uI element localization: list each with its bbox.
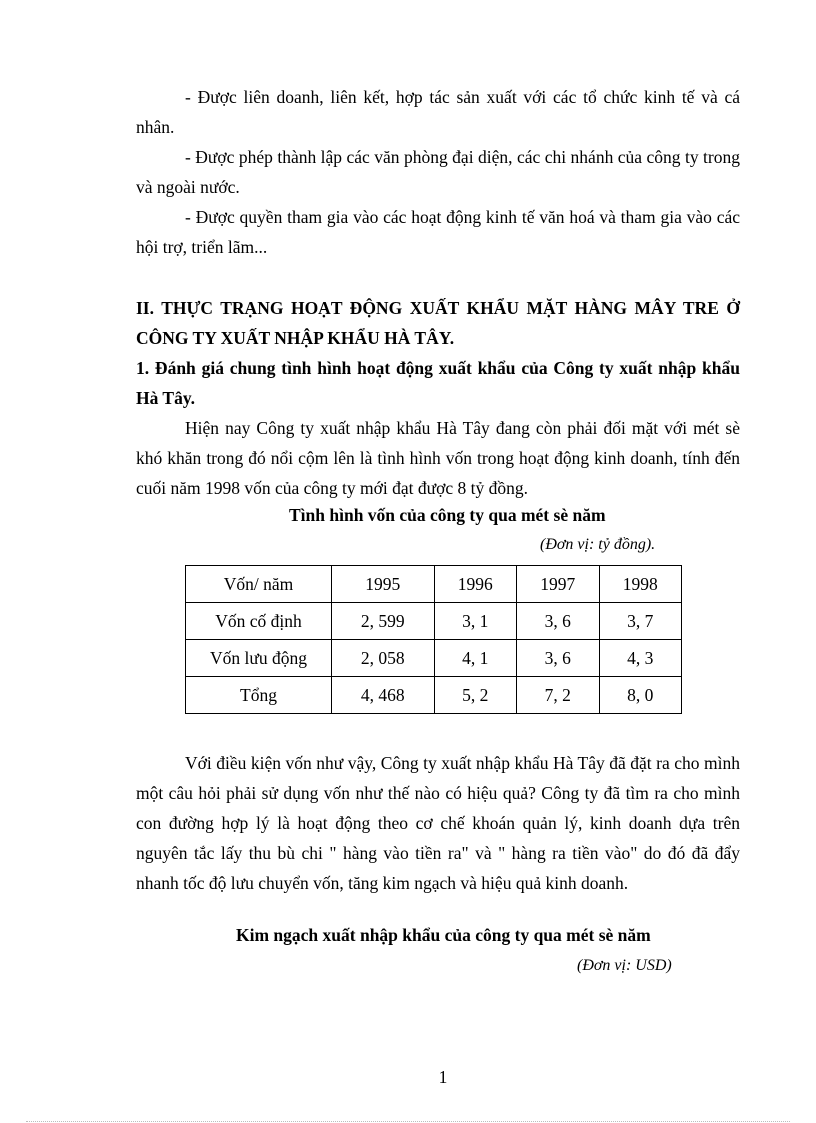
table-row bbox=[186, 603, 682, 640]
table-row-label: Vốn lưu động bbox=[186, 640, 332, 677]
table-cell: 2, 599 bbox=[332, 603, 435, 640]
paragraph-representative-offices: - Được phép thành lập các văn phòng đại diện, các chi nhánh của công ty trong và ngoài nước. bbox=[136, 147, 740, 197]
table-cell: 4, 468 bbox=[332, 677, 435, 714]
paragraph-joint-venture: - Được liên doanh, liên kết, hợp tác sản xuất với các tổ chức kinh tế và cá nhân. bbox=[136, 87, 740, 137]
table-cell: 3, 1 bbox=[434, 603, 516, 640]
table-header-cell: Vốn/ năm bbox=[186, 566, 332, 603]
paragraph-capital-strategy: Với điều kiện vốn như vậy, Công ty xuất nhập khẩu Hà Tây đã đặt ra cho mình một câu hỏi phải sử dụng vốn như thế nào có hiệu quả? Công ty đã tìm ra cho mình con đường hợp lý là hoạt động theo cơ chế khoán quản lý, kinh doanh dựa trên nguyên tắc lấy thu bù chi " hàng vào tiền ra" và " hàng ra tiền vào" do đó đã đẩy nhanh tốc độ lưu chuyển vốn, tăng kim ngạch và hiệu quả kinh doanh. bbox=[136, 753, 740, 893]
table-cell: 3, 7 bbox=[599, 603, 682, 640]
table-cell: 4, 3 bbox=[599, 640, 682, 677]
capital-table bbox=[185, 565, 682, 714]
table-row bbox=[186, 640, 682, 677]
table-header-cell: 1997 bbox=[517, 566, 599, 603]
table-header-cell: 1995 bbox=[332, 566, 435, 603]
footer-divider bbox=[26, 1121, 790, 1122]
table-header-row bbox=[186, 566, 682, 603]
table-cell: 8, 0 bbox=[599, 677, 682, 714]
paragraph-capital-situation: Hiện nay Công ty xuất nhập khẩu Hà Tây đang còn phải đối mặt với mét sè khó khăn trong đó nổi cộm lên là tình hình vốn trong hoạt động kinh doanh, tính đến cuối năm 1998 vốn của công ty mới đạt được 8 tỷ đồng. bbox=[136, 418, 740, 498]
table-cell: 5, 2 bbox=[434, 677, 516, 714]
section-heading: II. THỰC TRẠNG HOẠT ĐỘNG XUẤT KHẨU MẶT HÀNG MÂY TRE Ở CÔNG TY XUẤT NHẬP KHẨU HÀ TÂY. bbox=[136, 298, 740, 348]
subsection-heading: 1. Đánh giá chung tình hình hoạt động xuất khẩu của Công ty xuất nhập khẩu Hà Tây. bbox=[136, 358, 740, 408]
table1-caption: Tình hình vốn của công ty qua mét sè năm bbox=[289, 505, 606, 525]
table-cell: 4, 1 bbox=[434, 640, 516, 677]
table-header-cell: 1996 bbox=[434, 566, 516, 603]
table-row-label: Vốn cố định bbox=[186, 603, 332, 640]
table-row bbox=[186, 677, 682, 714]
table-header-cell: 1998 bbox=[599, 566, 682, 603]
table-cell: 3, 6 bbox=[517, 640, 599, 677]
table-cell: 2, 058 bbox=[332, 640, 435, 677]
table1-unit: (Đơn vị: tỷ đồng). bbox=[540, 536, 656, 553]
table2-unit: (Đơn vị: USD) bbox=[577, 957, 672, 974]
table-cell: 7, 2 bbox=[517, 677, 599, 714]
table-row-label: Tổng bbox=[186, 677, 332, 714]
paragraph-exhibitions: - Được quyền tham gia vào các hoạt động kinh tế văn hoá và tham gia vào các hội trợ, triển lãm... bbox=[136, 207, 740, 257]
page-number: 1 bbox=[438, 1067, 448, 1087]
table-cell: 3, 6 bbox=[517, 603, 599, 640]
table2-caption: Kim ngạch xuất nhập khẩu của công ty qua mét sè năm bbox=[236, 925, 651, 945]
